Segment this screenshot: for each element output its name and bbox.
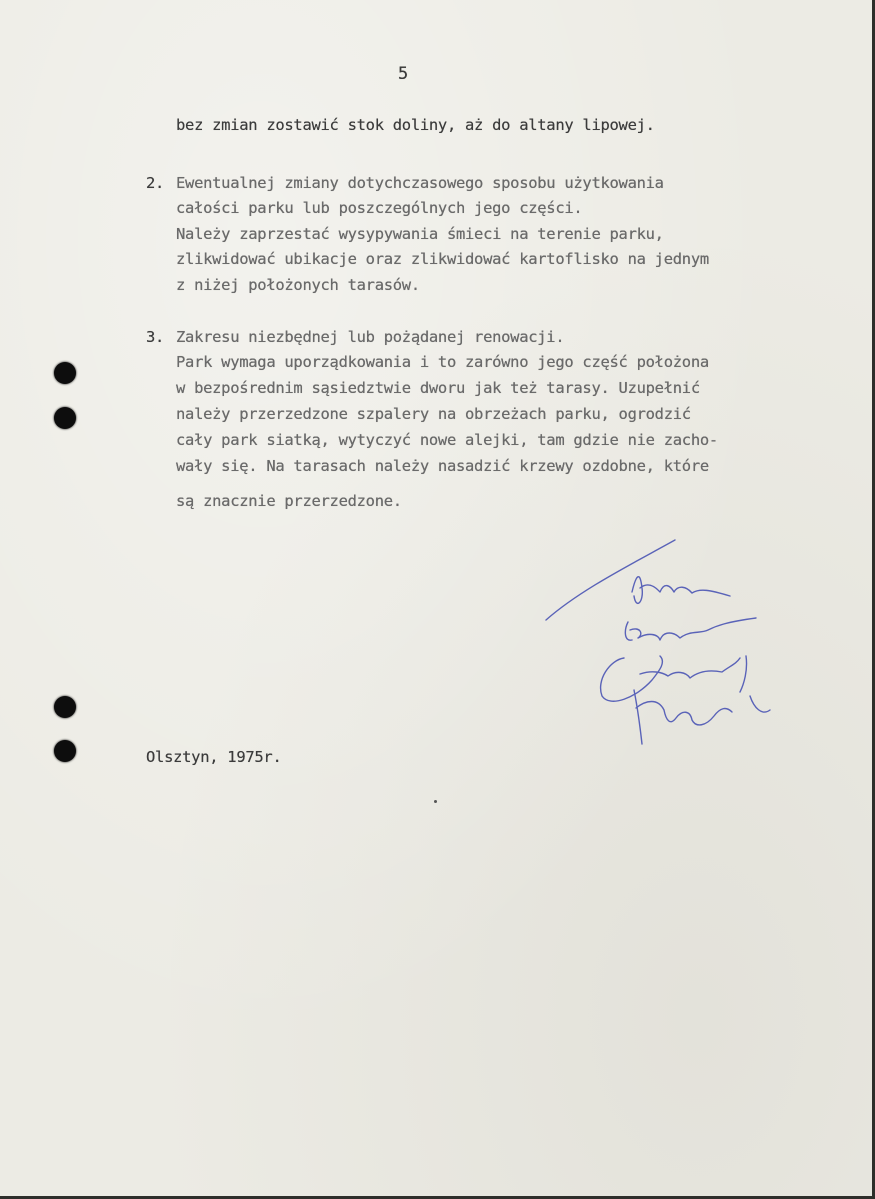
- punch-hole: [54, 407, 76, 429]
- punch-hole: [54, 740, 76, 762]
- item-2-line-3: Należy zaprzestać wysypywania śmieci na terenie parku,: [176, 225, 664, 243]
- handwritten-signatures: [540, 530, 780, 750]
- item-3-line-1: Zakresu niezbędnej lub pożądanej renowacji.: [176, 328, 565, 346]
- item-3-line-2: Park wymaga uporządkowania i to zarówno jego część położona: [176, 353, 709, 371]
- item-2-number: 2.: [146, 174, 165, 192]
- intro-line: bez zmian zostawić stok doliny, aż do altany lipowej.: [176, 116, 655, 134]
- stray-mark: [434, 800, 437, 803]
- item-3-number: 3.: [146, 328, 165, 346]
- item-3-line-7: są znacznie przerzedzone.: [176, 492, 402, 510]
- item-2-line-5: z niżej położonych tarasów.: [176, 276, 420, 294]
- punch-hole: [54, 696, 76, 718]
- item-3-line-3: w bezpośrednim sąsiedztwie dworu jak też tarasy. Uzupełnić: [176, 379, 700, 397]
- item-2-line-2: całości parku lub poszczególnych jego części.: [176, 199, 583, 217]
- item-3-line-4: należy przerzedzone szpalery na obrzeżach parku, ogrodzić: [176, 405, 691, 423]
- place-and-date: Olsztyn, 1975r.: [146, 748, 282, 766]
- item-3-line-5: cały park siatką, wytyczyć nowe alejki, tam gdzie nie zacho-: [176, 431, 718, 449]
- punch-hole: [54, 362, 76, 384]
- item-3-line-6: wały się. Na tarasach należy nasadzić krzewy ozdobne, które: [176, 457, 709, 475]
- item-2-line-1: Ewentualnej zmiany dotychczasowego sposobu użytkowania: [176, 174, 664, 192]
- page-number: 5: [398, 64, 408, 84]
- item-2-line-4: zlikwidować ubikacje oraz zlikwidować kartoflisko na jednym: [176, 250, 709, 268]
